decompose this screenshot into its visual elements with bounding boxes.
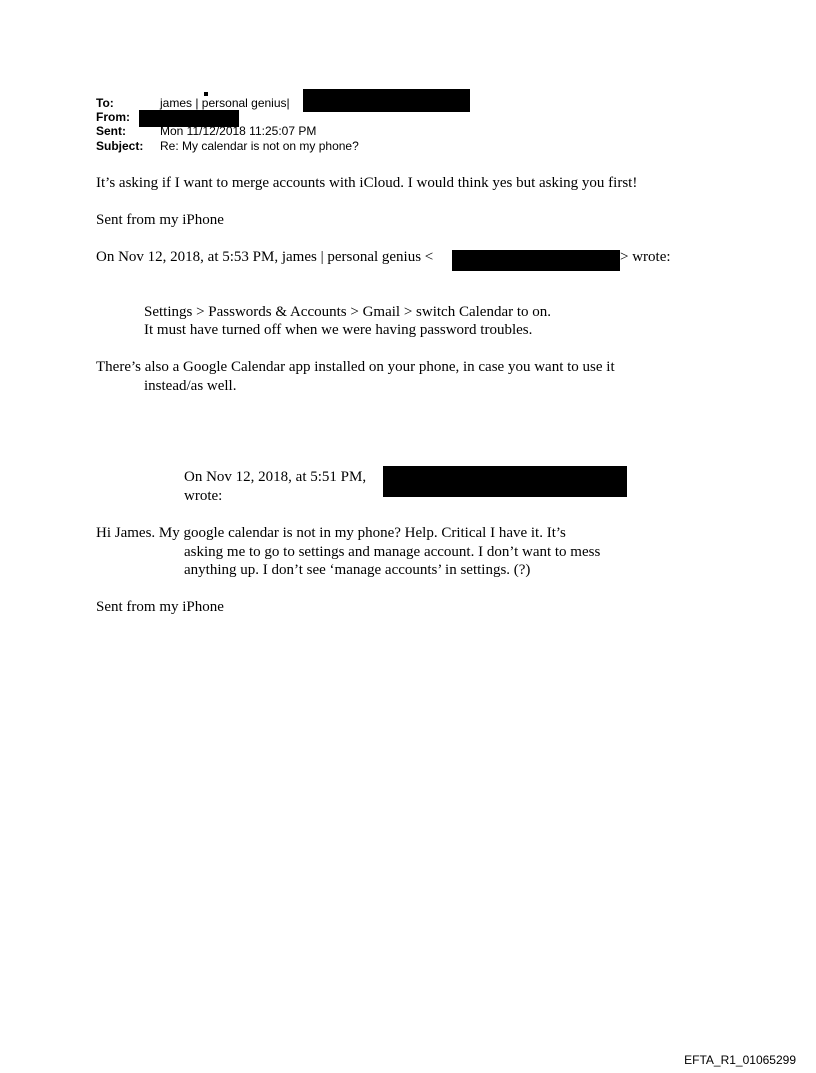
google-calendar-line-1: There’s also a Google Calendar app installed on your phone, in case you want to use it <box>96 359 615 375</box>
subject-label: Subject: <box>96 139 144 153</box>
quote1-email-redaction <box>452 250 620 271</box>
quote1-intro-after: > wrote: <box>620 249 671 265</box>
quote2-sender-redaction <box>383 466 627 497</box>
redaction-mark <box>204 92 208 96</box>
google-calendar-line-2: instead/as well. <box>144 378 237 394</box>
message-line-merge: It’s asking if I want to merge accounts with iCloud. I would think yes but asking you first! <box>96 175 638 191</box>
quote1-intro-before: On Nov 12, 2018, at 5:53 PM, james | personal genius < <box>96 249 434 265</box>
settings-line-2: It must have turned off when we were having password troubles. <box>144 322 533 338</box>
original-message-line-2: asking me to go to settings and manage account. I don’t want to mess <box>184 544 601 560</box>
to-value: james | personal genius| <box>160 96 290 110</box>
to-label: To: <box>96 96 114 110</box>
settings-line-1: Settings > Passwords & Accounts > Gmail > switch Calendar to on. <box>144 304 552 320</box>
signature-2: Sent from my iPhone <box>96 599 224 615</box>
from-label: From: <box>96 110 130 124</box>
to-redaction <box>303 89 470 112</box>
quote2-intro-line-1: On Nov 12, 2018, at 5:51 PM, <box>184 469 367 485</box>
sent-label: Sent: <box>96 124 126 138</box>
original-message-line-3: anything up. I don’t see ‘manage accounts’ in settings. (?) <box>184 562 531 578</box>
original-message-line-1: Hi James. My google calendar is not in my phone? Help. Critical I have it. It’s <box>96 525 566 541</box>
document-id: EFTA_R1_01065299 <box>684 1053 796 1067</box>
quote2-intro-line-2: wrote: <box>184 488 223 504</box>
subject-value: Re: My calendar is not on my phone? <box>160 139 359 153</box>
signature-1: Sent from my iPhone <box>96 212 224 228</box>
sent-value: Mon 11/12/2018 11:25:07 PM <box>160 124 317 138</box>
